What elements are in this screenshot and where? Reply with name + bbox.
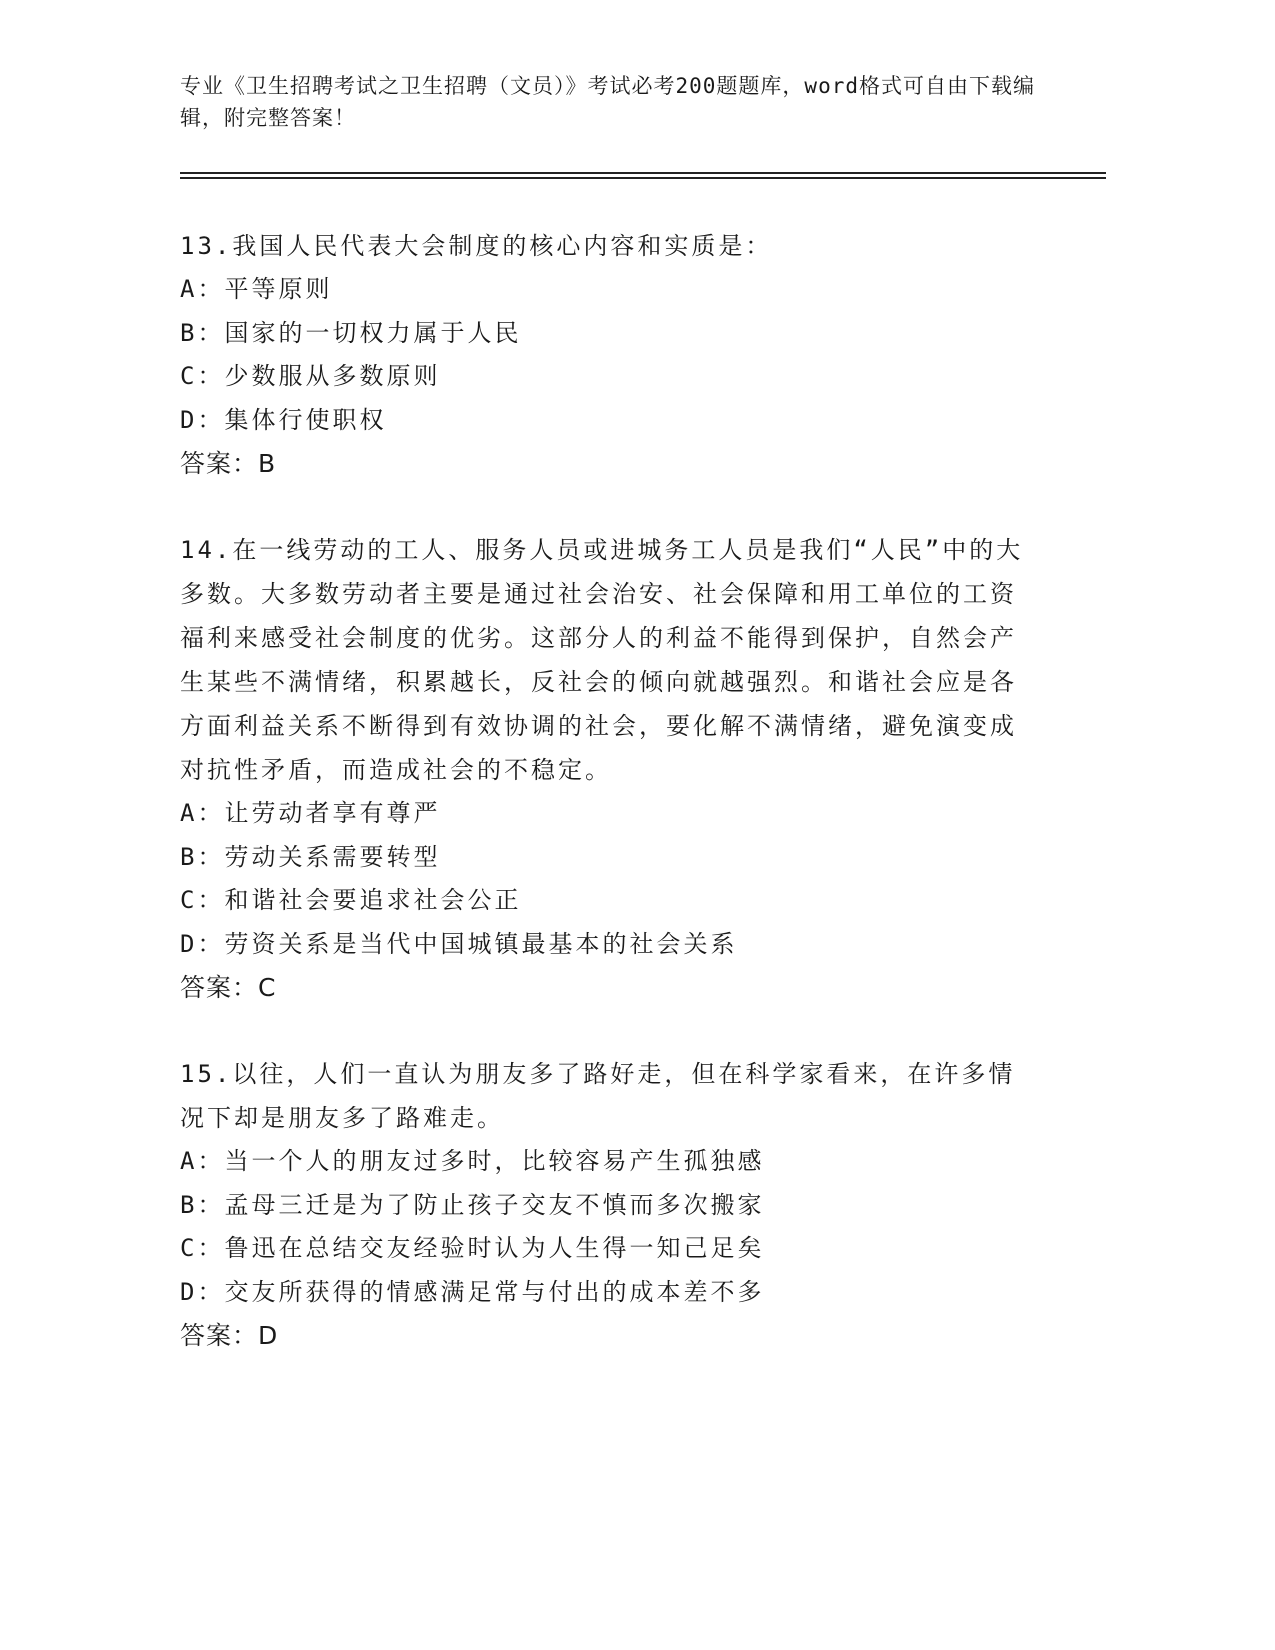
header-divider-top bbox=[180, 172, 1106, 174]
answer-line: 答案：C bbox=[180, 973, 277, 1002]
question-stem: 14.在一线劳动的工人、服务人员或进城务工人员是我们“人民”中的大多数。大多数劳动者主要是通过社会治安、社会保障和用工单位的工资福利来感受社会制度的优劣。这部分人的利益不能得到保护，自然会产生某些不满情绪，积累越长，反社会的倾向就越强烈。和谐社会应是各方面利益关系不断得到有效协调的社会，要化解不满情绪，避免演变成对抗性矛盾，而造成社会的不稳定。 bbox=[180, 536, 1024, 784]
question-stem: 13.我国人民代表大会制度的核心内容和实质是： bbox=[180, 232, 773, 260]
answer-line: 答案：B bbox=[180, 449, 277, 478]
question-14 bbox=[180, 528, 1040, 1009]
option-c: C：鲁迅在总结交友经验时认为人生得一知己足矣 bbox=[180, 1234, 765, 1262]
option-b: B：孟母三迁是为了防止孩子交友不慎而多次搬家 bbox=[180, 1190, 765, 1219]
option-c: C：少数服从多数原则 bbox=[180, 362, 441, 390]
option-d: D：劳资关系是当代中国城镇最基本的社会关系 bbox=[180, 929, 738, 958]
option-a: A：平等原则 bbox=[180, 275, 333, 303]
option-a: A：当一个人的朋友过多时，比较容易产生孤独感 bbox=[180, 1147, 765, 1175]
document-intro: 专业《卫生招聘考试之卫生招聘（文员）》考试必考200题题库，word格式可自由下载编辑，附完整答案！ bbox=[180, 74, 1035, 130]
option-b: B：劳动关系需要转型 bbox=[180, 842, 441, 871]
option-a: A：让劳动者享有尊严 bbox=[180, 799, 441, 827]
option-d: D：集体行使职权 bbox=[180, 405, 387, 434]
question-15 bbox=[180, 1052, 1040, 1357]
option-d: D：交友所获得的情感满足常与付出的成本差不多 bbox=[180, 1277, 765, 1306]
header-divider-bottom bbox=[180, 177, 1106, 179]
question-13 bbox=[180, 224, 1040, 485]
option-b: B：国家的一切权力属于人民 bbox=[180, 318, 522, 347]
answer-line: 答案：D bbox=[180, 1321, 279, 1350]
question-stem: 15.以往，人们一直认为朋友多了路好走，但在科学家看来，在许多情况下却是朋友多了路难走。 bbox=[180, 1060, 1016, 1132]
option-c: C：和谐社会要追求社会公正 bbox=[180, 886, 522, 914]
